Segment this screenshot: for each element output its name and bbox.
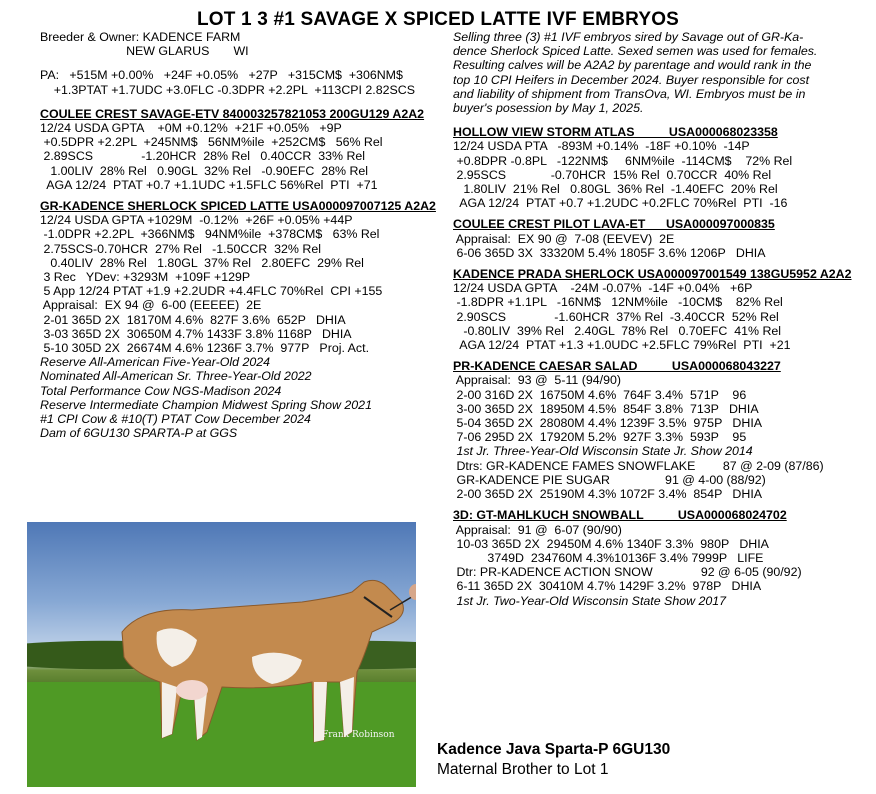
pedigree-line: 3-00 365D 2X 18950M 4.5% 854F 3.8% 713P DHIA bbox=[453, 401, 759, 416]
dam-line: -1.0DPR +2.2PL +366NM$ 94NM%ile +378CM$ 63% Rel bbox=[40, 227, 380, 242]
dam-honor: #1 CPI Cow & #10(T) PTAT Cow December 2024 bbox=[40, 412, 311, 427]
sire-line: +0.5DPR +2.2PL +245NM$ 56NM%ile +252CM$ 56% Rel bbox=[40, 135, 383, 150]
dam-line: 0.40LIV 28% Rel 1.80GL 37% Rel 2.80EFC 29% Rel bbox=[40, 255, 364, 270]
caption-name: Kadence Java Sparta-P 6GU130 bbox=[437, 741, 671, 758]
dam-honor: Nominated All-American Sr. Three-Year-Old 2022 bbox=[40, 369, 312, 384]
pedigree-header: KADENCE PRADA SHERLOCK USA000097001549 138GU5952 A2A2 bbox=[453, 267, 852, 282]
pedigree-line: 3749D 234760M 4.3%10136F 3.4% 7999P LIFE bbox=[453, 550, 764, 565]
pedigree-line: Dtrs: GR-KADENCE FAMES SNOWFLAKE 87 @ 2-09 (87/86) bbox=[453, 458, 824, 473]
dam-honor: Reserve All-American Five-Year-Old 2024 bbox=[40, 355, 271, 370]
dam-line: 2-01 365D 2X 18170M 4.6% 827F 3.6% 652P DHIA bbox=[40, 312, 346, 327]
pedigree-header: HOLLOW VIEW STORM ATLAS USA000068023358 bbox=[453, 125, 778, 140]
dam-line: 5-10 305D 2X 26674M 4.6% 1236F 3.7% 977P Proj. Act. bbox=[40, 341, 370, 356]
pedigree-line: 6-11 365D 2X 30410M 4.7% 1429F 3.2% 978P DHIA bbox=[453, 579, 762, 594]
pedigree-line: AGA 12/24 PTAT +0.7 +1.2UDC +0.2FLC 70%Rel PTI -16 bbox=[453, 196, 788, 211]
pedigree-line: 2.90SCS -1.60HCR 37% Rel -3.40CCR 52% Rel bbox=[453, 309, 779, 324]
sire-line: 2.89SCS -1.20HCR 28% Rel 0.40CCR 33% Rel bbox=[40, 149, 366, 164]
pedigree-line: 6-06 365D 3X 33320M 5.4% 1805F 3.6% 1206P DHIA bbox=[453, 245, 766, 260]
dam-line: 3 Rec YDev: +3293M +109F +129P bbox=[40, 270, 251, 285]
intro-line: dence Sherlock Spiced Latte. Sexed semen was used for females. bbox=[453, 44, 818, 59]
breeder-line: Breeder & Owner: KADENCE FARM bbox=[40, 30, 241, 44]
pedigree-line: 10-03 365D 2X 29450M 4.6% 1340F 3.3% 980P DHIA bbox=[453, 536, 769, 551]
pedigree-honor: 1st Jr. Three-Year-Old Wisconsin State Jr. Show 2014 bbox=[453, 444, 753, 459]
intro-line: top 10 CPI Heifers in December 2024. Buyer responsible for cost bbox=[453, 72, 810, 87]
pedigree-line: +0.8DPR -0.8PL -122NM$ 6NM%ile -114CM$ 72% Rel bbox=[453, 153, 793, 168]
intro-line: buyer's posession by May 1, 2025. bbox=[453, 101, 644, 116]
pedigree-line: AGA 12/24 PTAT +1.3 +1.0UDC +2.5FLC 79%Rel PTI +21 bbox=[453, 338, 791, 353]
pedigree-line: 12/24 USDA GPTA -24M -0.07% -14F +0.04% +6P bbox=[453, 281, 753, 296]
dam-header: GR-KADENCE SHERLOCK SPICED LATTE USA000097007125 A2A2 bbox=[40, 199, 436, 214]
photo-caption bbox=[437, 740, 670, 780]
pedigree-line: Appraisal: 93 @ 5-11 (94/90) bbox=[453, 373, 622, 388]
sire-line: AGA 12/24 PTAT +0.7 +1.1UDC +1.5FLC 56%Rel PTI +71 bbox=[40, 177, 378, 192]
pedigree-header: 3D: GT-MAHLKUCH SNOWBALL USA000068024702 bbox=[453, 508, 787, 523]
pedigree-line: 12/24 USDA PTA -893M +0.14% -18F +0.10% -14P bbox=[453, 139, 750, 154]
cow-silhouette bbox=[102, 562, 416, 772]
pedigree-line: 2.95SCS -0.70HCR 15% Rel 0.70CCR 40% Rel bbox=[453, 167, 772, 182]
caption-subtitle: Maternal Brother to Lot 1 bbox=[437, 761, 609, 778]
pedigree-line: Dtr: PR-KADENCE ACTION SNOW 92 @ 6-05 (90/92) bbox=[453, 565, 802, 580]
pedigree-honor: 1st Jr. Two-Year-Old Wisconsin State Show 2017 bbox=[453, 593, 727, 608]
dam-line: Appraisal: EX 94 @ 6-00 (EEEEE) 2E bbox=[40, 298, 262, 313]
pedigree-line: 2-00 365D 2X 25190M 4.3% 1072F 3.4% 854P DHIA bbox=[453, 487, 763, 502]
cow-photo bbox=[27, 522, 416, 787]
dam-honor: Dam of 6GU130 SPARTA-P at GGS bbox=[40, 426, 238, 441]
right-column bbox=[453, 30, 873, 608]
dam-line: 5 App 12/24 PTAT +1.9 +2.2UDR +4.4FLC 70%Rel CPI +155 bbox=[40, 284, 383, 299]
pedigree-line: Appraisal: 91 @ 6-07 (90/90) bbox=[453, 522, 622, 537]
left-column bbox=[40, 30, 450, 440]
dam-honor: Reserve Intermediate Champion Midwest Spring Show 2021 bbox=[40, 397, 372, 412]
sire-header: COULEE CREST SAVAGE-ETV 840003257821053 200GU129 A2A2 bbox=[40, 106, 425, 121]
dam-honor: Total Performance Cow NGS-Madison 2024 bbox=[40, 383, 282, 398]
dam-line: 12/24 USDA GPTA +1029M -0.12% +26F +0.05% +44P bbox=[40, 213, 353, 228]
pa-line-1: PA: +515M +0.00% +24F +0.05% +27P +315CM$ +306NM$ bbox=[40, 68, 403, 83]
dam-line: 3-03 365D 2X 30650M 4.7% 1433F 3.8% 1168P DHIA bbox=[40, 326, 352, 341]
pedigree-line: 7-06 295D 2X 17920M 5.2% 927F 3.3% 593P 95 bbox=[453, 430, 747, 445]
photo-credit: Frank Robinson bbox=[322, 730, 395, 740]
pedigree-header: COULEE CREST PILOT LAVA-ET USA000097000835 bbox=[453, 217, 775, 232]
intro-line: and liability of shipment from TransOva, WI. Embryos must be in bbox=[453, 86, 806, 101]
sire-line: 12/24 USDA GPTA +0M +0.12% +21F +0.05% +9P bbox=[40, 121, 342, 136]
dam-line: 2.75SCS-0.70HCR 27% Rel -1.50CCR 32% Rel bbox=[40, 241, 321, 256]
intro-line: Selling three (3) #1 IVF embryos sired by Savage out of GR-Ka- bbox=[453, 30, 804, 44]
lot-title: LOT 1 3 #1 SAVAGE X SPICED LATTE IVF EMBRYOS bbox=[196, 9, 680, 30]
pedigree-line: -1.8DPR +1.1PL -16NM$ 12NM%ile -10CM$ 82% Rel bbox=[453, 295, 783, 310]
pedigree-line: 2-00 316D 2X 16750M 4.6% 764F 3.4% 571P 96 bbox=[453, 387, 747, 402]
intro-line: Resulting calves will be A2A2 by parentage and would rank in the bbox=[453, 58, 812, 73]
pedigree-line: 1.80LIV 21% Rel 0.80GL 36% Rel -1.40EFC 20% Rel bbox=[453, 182, 778, 197]
pa-line-2: +1.3PTAT +1.7UDC +3.0FLC -0.3DPR +2.2PL +113CPI 2.82SCS bbox=[40, 82, 416, 97]
pedigree-header: PR-KADENCE CAESAR SALAD USA000068043227 bbox=[453, 359, 781, 374]
sire-line: 1.00LIV 28% Rel 0.90GL 32% Rel -0.90EFC 28% Rel bbox=[40, 163, 369, 178]
pedigree-line: -0.80LIV 39% Rel 2.40GL 78% Rel 0.70EFC 41% Rel bbox=[453, 323, 782, 338]
breeder-location: NEW GLARUS WI bbox=[40, 44, 249, 59]
pedigree-line: 5-04 365D 2X 28080M 4.4% 1239F 3.5% 975P DHIA bbox=[453, 416, 763, 431]
pedigree-line: GR-KADENCE PIE SUGAR 91 @ 4-00 (88/92) bbox=[453, 472, 766, 487]
pedigree-line: Appraisal: EX 90 @ 7-08 (EEVEV) 2E bbox=[453, 231, 675, 246]
